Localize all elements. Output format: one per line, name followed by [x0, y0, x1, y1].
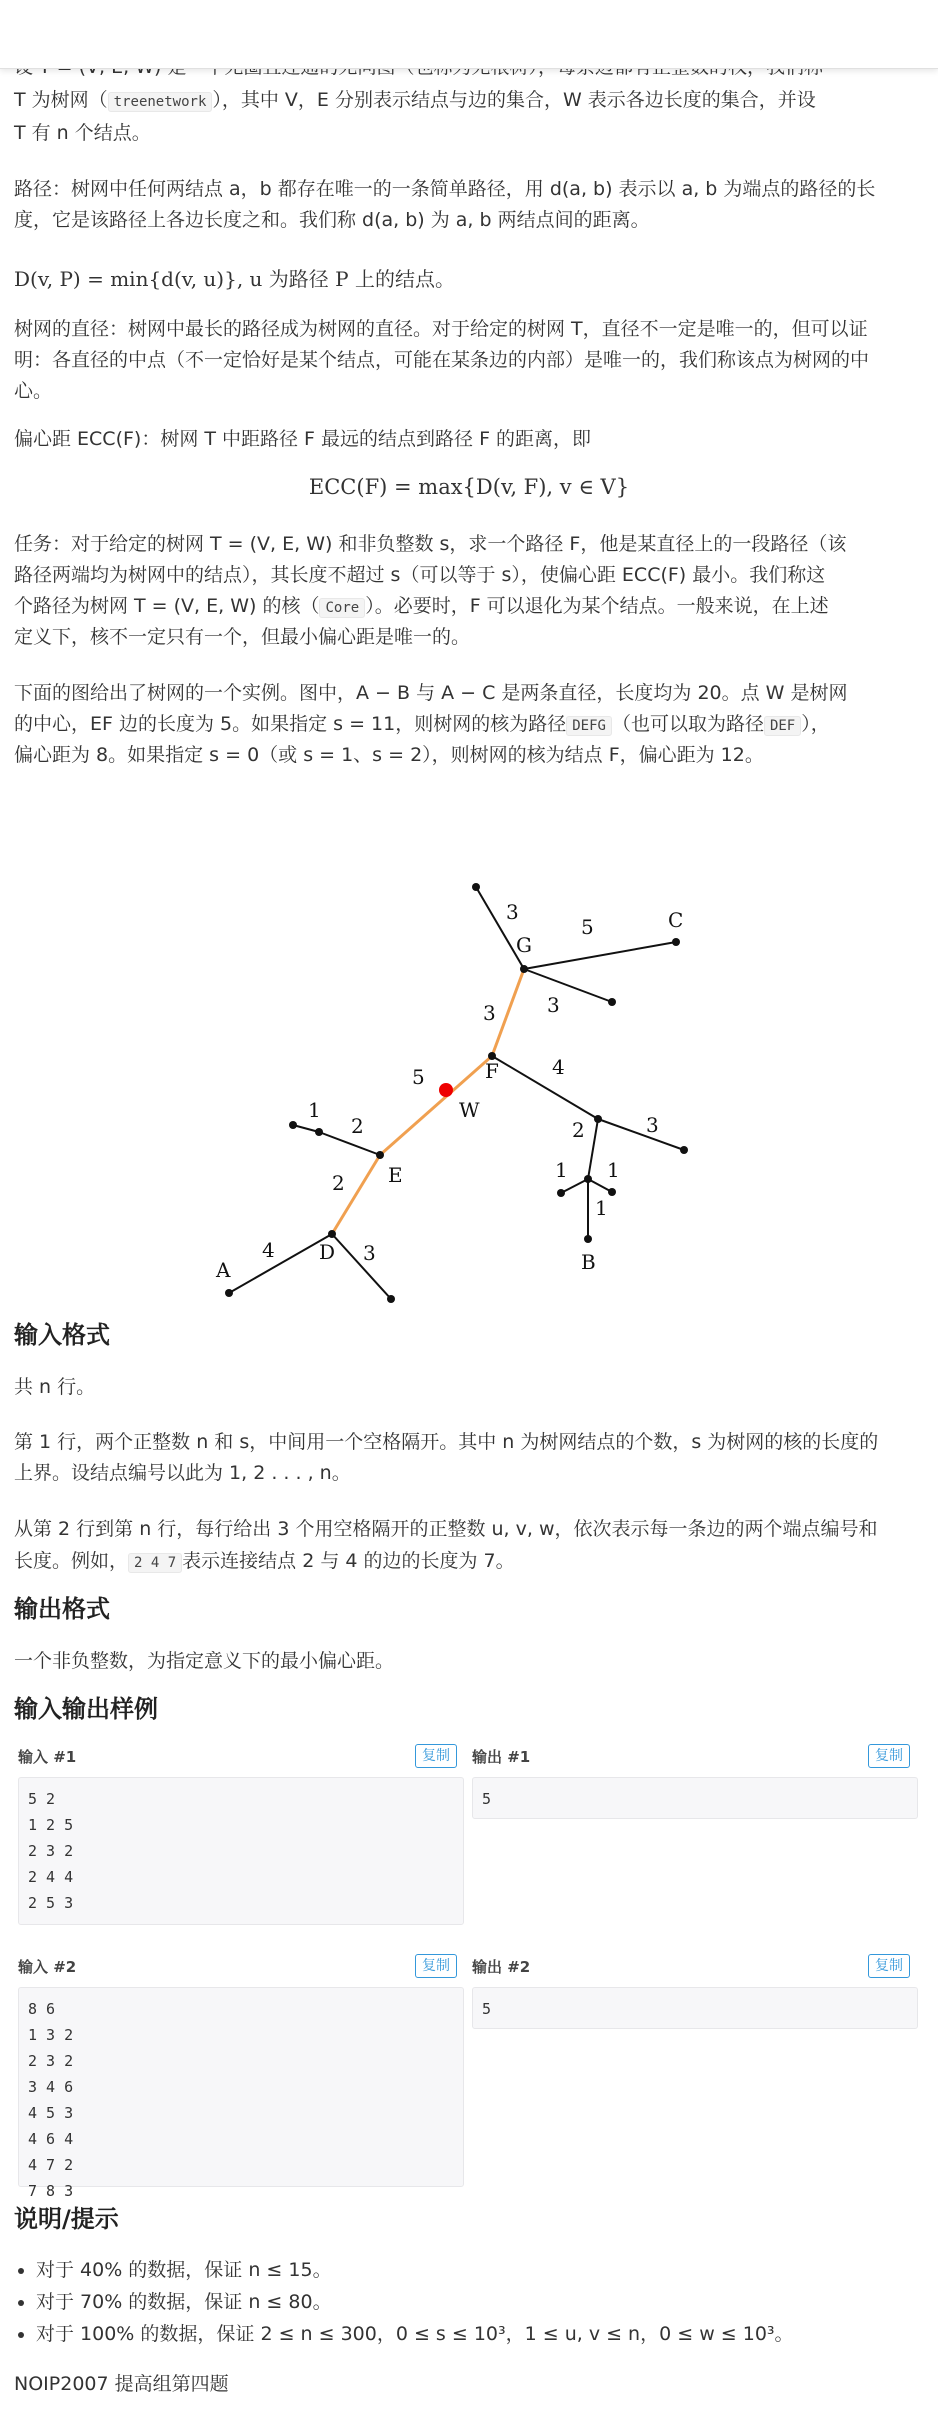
hint-item: • 对于 70% 的数据，保证 n ≤ 80。 — [36, 2286, 936, 2318]
node-e-dot — [376, 1151, 384, 1159]
input-format-p3-line-2: 长度。例如， 2 4 7 表示连接结点 2 与 4 的边的长度为 7。 — [14, 1550, 515, 1572]
edge-g-c — [524, 942, 676, 969]
edge-label: 3 — [483, 1001, 496, 1025]
node-label-e: E — [388, 1163, 403, 1187]
diameter-line-1: 树网的直径：树网中最长的路径成为树网的直径。对于给定的树网 T，直径不一定是唯一的，但可以证 — [14, 318, 868, 340]
input-1-title: 输入 #1 — [18, 1748, 77, 1766]
edge-label: 3 — [646, 1113, 659, 1137]
edge-k-e — [319, 1132, 380, 1155]
edge-g-right — [524, 969, 612, 1002]
node-dot — [315, 1128, 323, 1136]
node-a-dot — [225, 1289, 233, 1297]
input-format-p2-line-2: 上界。设结点编号以此为 1, 2 . . . , n。 — [14, 1462, 351, 1484]
input-format-p3-line-1: 从第 2 行到第 n 行，每行给出 3 个用空格隔开的正整数 u, v, w，依次表示每一条边的两个端点编号和 — [14, 1518, 878, 1540]
output-1-code: 5 — [472, 1777, 918, 1819]
node-label-g: G — [516, 933, 532, 957]
node-label-b: B — [581, 1250, 596, 1274]
edge-d-right — [332, 1234, 391, 1299]
inline-code-example-edge: 2 4 7 — [128, 1553, 182, 1573]
task-line-1: 任务：对于给定的树网 T = (V, E, W) 和非负整数 s，求一个路径 F，他是某直径上的一段路径（该 — [14, 533, 847, 555]
edge-h-i — [588, 1119, 598, 1179]
input-format-title: 输入格式 — [14, 1321, 110, 1349]
output-1-title: 输出 #1 — [472, 1748, 531, 1766]
output-format-title: 输出格式 — [14, 1595, 110, 1623]
node-label-w: W — [459, 1098, 480, 1122]
edge-label: 4 — [552, 1055, 565, 1079]
node-dot — [289, 1121, 297, 1129]
copy-output-1-button[interactable]: 复制 — [868, 1744, 910, 1768]
node-dot — [387, 1295, 395, 1303]
node-dot — [680, 1146, 688, 1154]
diameter-line-2: 明：各直径的中点（不一定恰好是某个结点，可能在某条边的内部）是唯一的，我们称该点为树网的中 — [14, 349, 870, 371]
path-def-line-1: 路径：树网中任何两结点 a，b 都存在唯一的一条简单路径，用 d(a, b) 表示以 a, b 为端点的路径的长 — [14, 178, 876, 200]
path-def-line-2: 度，它是该路径上各边长度之和。我们称 d(a, b) 为 a, b 两结点间的距离。 — [14, 209, 650, 231]
inline-code-core: Core — [319, 598, 365, 618]
copy-output-2-button[interactable]: 复制 — [868, 1954, 910, 1978]
node-label-c: C — [668, 908, 684, 932]
intro-line-2: T 为树网（ treenetwork ），其中 V，E 分别表示结点与边的集合，W 表示各边长度的集合，并设 — [14, 89, 816, 111]
node-d-dot — [328, 1230, 336, 1238]
output-2-title: 输出 #2 — [472, 1958, 531, 1976]
node-b-dot — [584, 1235, 592, 1243]
edge-d-a — [229, 1234, 332, 1293]
hints-list — [14, 2254, 936, 2350]
example-line-1: 下面的图给出了树网的一个实例。图中，A − B 与 A − C 是两条直径，长度均为 20。点 W 是树网 — [14, 682, 848, 704]
output-format-p1: 一个非负整数，为指定意义下的最小偏心距。 — [14, 1650, 395, 1672]
problem-source: NOIP2007 提高组第四题 — [14, 2373, 229, 2395]
node-g-dot — [520, 965, 528, 973]
copy-input-2-button[interactable]: 复制 — [415, 1954, 457, 1978]
edge-label: 4 — [262, 1238, 275, 1262]
node-dot — [608, 998, 616, 1006]
input-2-title: 输入 #2 — [18, 1958, 77, 1976]
dvp-definition: D(v, P) = min{d(v, u)}, u 为路径 P 上的结点。 — [14, 267, 455, 291]
node-dot — [472, 883, 480, 891]
input-format-p1: 共 n 行。 — [14, 1376, 96, 1398]
edge-label: 2 — [332, 1171, 345, 1195]
edge-label: 3 — [547, 993, 560, 1017]
hint-item: • 对于 100% 的数据，保证 2 ≤ n ≤ 300，0 ≤ s ≤ 10³，1 ≤ u, v ≤ n，0 ≤ w ≤ 10³。 — [36, 2318, 936, 2350]
node-dot — [608, 1188, 616, 1196]
node-label-a: A — [216, 1258, 231, 1282]
output-2-code: 5 — [472, 1987, 918, 2029]
edge-label: 1 — [308, 1098, 321, 1122]
core-edge-g-f — [492, 969, 524, 1056]
task-line-2: 路径两端均为树网中的结点），其长度不超过 s（可以等于 s），使偏心距 ECC(F) 最小。我们称这 — [14, 564, 826, 586]
copy-input-1-button[interactable]: 复制 — [415, 1744, 457, 1768]
node-label-d: D — [319, 1240, 336, 1264]
task-line-4: 定义下，核不一定只有一个，但最小偏心距是唯一的。 — [14, 626, 471, 648]
tree-network-figure — [14, 812, 924, 1332]
intro-line-3: T 有 n 个结点。 — [14, 122, 151, 144]
edge-f-h — [492, 1056, 598, 1119]
hint-item: • 对于 40% 的数据，保证 n ≤ 15。 — [36, 2254, 936, 2286]
node-label-f: F — [485, 1059, 499, 1083]
edge-label: 2 — [572, 1118, 585, 1142]
edge-label: 1 — [595, 1196, 608, 1220]
top-navigation-bar — [0, 0, 938, 69]
edge-h-right — [598, 1119, 684, 1150]
edge-label: 5 — [412, 1065, 425, 1089]
node-dot — [594, 1115, 602, 1123]
inline-code-treenetwork: treenetwork — [108, 92, 213, 112]
hints-title: 说明/提示 — [14, 2205, 119, 2233]
edge-label: 1 — [555, 1158, 568, 1182]
edge-label: 3 — [363, 1241, 376, 1265]
node-dot — [584, 1175, 592, 1183]
inline-code-defg: DEFG — [566, 716, 612, 736]
example-line-3: 偏心距为 8。如果指定 s = 0（或 s = 1、s = 2），则树网的核为结点 F，偏心距为 12。 — [14, 744, 764, 766]
task-line-3: 个路径为树网 T = (V, E, W) 的核（ Core ）。必要时，F 可以退化为某个结点。一般来说，在上述 — [14, 595, 829, 617]
edge-label: 5 — [581, 915, 594, 939]
edge-label: 2 — [351, 1114, 364, 1138]
input-2-code: 8 6 1 3 2 2 3 2 3 4 6 4 5 3 4 6 4 4 7 2 7 8 3 — [18, 1987, 464, 2187]
edge-j-k — [293, 1125, 319, 1132]
edge-label: 3 — [506, 900, 519, 924]
ecc-intro: 偏心距 ECC(F)：树网 T 中距路径 F 最远的结点到路径 F 的距离，即 — [14, 428, 592, 450]
samples-title: 输入输出样例 — [14, 1695, 158, 1723]
example-line-2: 的中心，EF 边的长度为 5。如果指定 s = 11，则树网的核为路径 DEFG （也可以取为路径 DEF ）， — [14, 713, 830, 735]
diameter-line-3: 心。 — [14, 380, 53, 402]
node-c-dot — [672, 938, 680, 946]
inline-code-def: DEF — [764, 716, 801, 736]
edge-label: 1 — [607, 1158, 620, 1182]
input-format-p2-line-1: 第 1 行，两个正整数 n 和 s，中间用一个空格隔开。其中 n 为树网结点的个数，s 为树网的核的长度的 — [14, 1431, 879, 1453]
node-dot — [557, 1189, 565, 1197]
input-1-code: 5 2 1 2 5 2 3 2 2 4 4 2 5 3 — [18, 1777, 464, 1925]
center-node-w — [439, 1083, 453, 1097]
ecc-formula: ECC(F) = max{D(v, F), v ∈ V} — [308, 475, 630, 499]
